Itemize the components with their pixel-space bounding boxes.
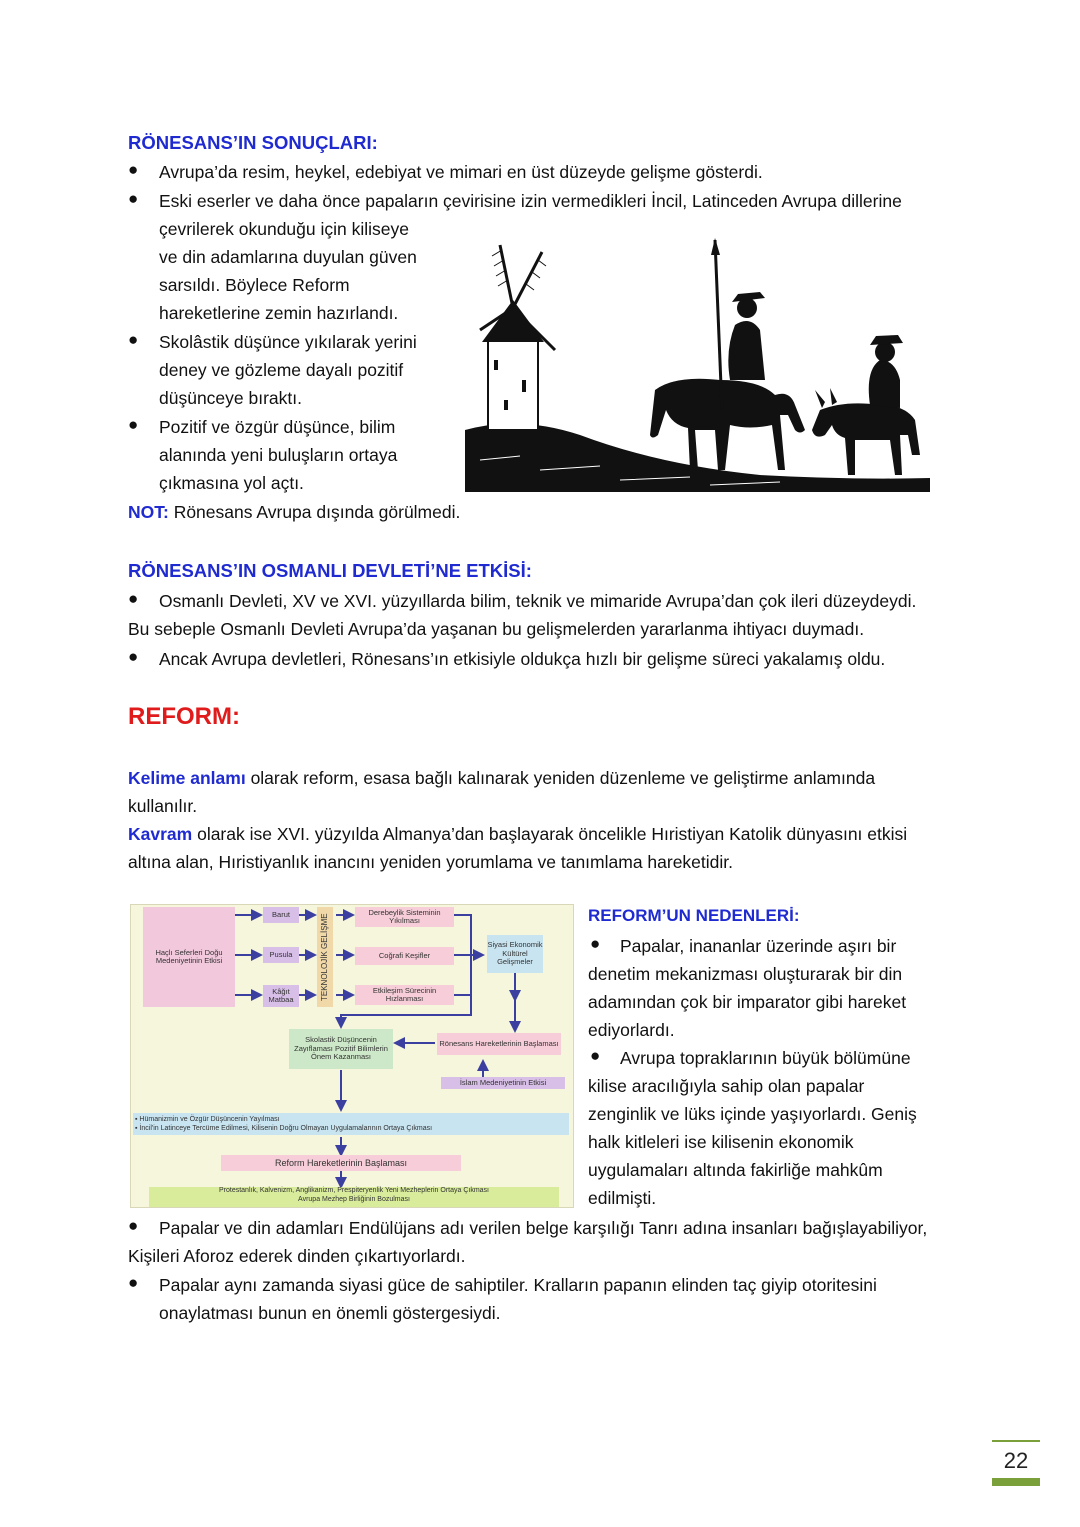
list-item-line: onaylatması bunun en önemli göstergesiydi. [159, 1303, 501, 1323]
list-item-line: Kişileri Aforoz ederek dinden çıkartıyorlardı. [128, 1246, 466, 1266]
list-item: Ancak Avrupa devletleri, Rönesans’ın etkisiyle oldukça hızlı bir gelişme süreci yakalamış oldu. [159, 649, 886, 669]
box-etkilesim: Etkileşim Sürecinin Hızlanması [355, 985, 454, 1005]
bullet-icon: ● [590, 1046, 601, 1065]
list-item-line: adamından çok bir imparator gibi hareket [588, 992, 907, 1012]
list-item-line: uygulamaları altında fakirliğe mahkûm [588, 1160, 883, 1180]
list-item-line: hareketlerine zemin hazırlandı. [159, 303, 399, 323]
list-item: Skolâstik düşünce yıkılarak yerini [159, 332, 417, 352]
paragraph-text: olarak reform, esasa bağlı kalınarak yeniden düzenleme ve geliştirme anlamında [245, 768, 876, 788]
page-number-top-rule [992, 1440, 1040, 1442]
list-item-line: ve din adamlarına duyulan güven [159, 247, 417, 267]
list-item-line: sarsıldı. Böylece Reform [159, 275, 350, 295]
list-item: Avrupa’da resim, heykel, edebiyat ve mimari en üst düzeyde gelişme gösterdi. [159, 162, 763, 182]
list-item-line: alanında yeni buluşların ortaya [159, 445, 398, 465]
humanizm-line: ▪ İncil'in Latinceye Tercüme Edilmesi, Kilisenin Doğru Olmayan Uygulamalarının Ortaya Çıkması [135, 1125, 433, 1132]
bullet-icon: ● [128, 415, 139, 434]
box-islam: İslam Medeniyetinin Etkisi [441, 1077, 565, 1089]
paragraph-text: olarak ise XVI. yüzyılda Almanya’dan başlayarak öncelikle Hıristiyan Katolik dünyasını etkisi [192, 824, 908, 844]
paragraph-kelime [128, 764, 875, 792]
list-item: Papalar aynı zamanda siyasi güce de sahiptiler. Kralların papanın elinden taç giyip otoritesini [159, 1275, 877, 1295]
reform-flowchart [130, 904, 574, 1208]
section-title-nedenler: REFORM’UN NEDENLERİ: [588, 906, 800, 925]
box-siyasi: Siyasi Ekonomik Kültürel Gelişmeler [487, 935, 543, 973]
note-text: Rönesans Avrupa dışında görülmedi. [168, 502, 461, 522]
page-number-bar [992, 1478, 1040, 1486]
list-item-line: denetim mekanizması oluşturarak bir din [588, 964, 903, 984]
bullet-icon: ● [128, 589, 139, 608]
list-item-line: çıkmasına yol açtı. [159, 473, 304, 493]
don-quixote-illustration [460, 230, 935, 495]
list-item-line: Avrupa topraklarının büyük bölümüne [620, 1048, 911, 1068]
list-item: Pozitif ve özgür düşünce, bilim [159, 417, 396, 437]
note [128, 498, 460, 526]
box-pusula: Pusula [263, 947, 299, 963]
bullet-icon: ● [128, 160, 139, 179]
note-label: NOT: [128, 502, 169, 522]
paragraph-line: kullanılır. [128, 796, 198, 816]
box-hacli: Haçlı Seferleri Doğu Medeniyetinin Etkisi [143, 907, 235, 1007]
list-item-line: edilmişti. [588, 1188, 657, 1208]
list-item: Eski eserler ve daha önce papaların çevirisine izin vermedikleri İncil, Latinceden Avrupa dillerine [159, 191, 902, 211]
paragraph-kavram [128, 820, 907, 848]
list-item: Papalar ve din adamları Endülüjans adı verilen belge karşılığı Tanrı adına insanları bağışlayabiliyor, [159, 1218, 928, 1238]
bullet-icon: ● [128, 189, 139, 208]
list-item-line: Bu sebeple Osmanlı Devleti Avrupa’da yaşanan bu gelişmelerden yararlanma ihtiyacı duymadı. [128, 619, 865, 639]
box-protestan [149, 1187, 559, 1207]
box-teknoloji: TEKNOLOJİK GELİŞME [317, 907, 333, 1007]
keyword: Kavram [128, 824, 193, 844]
keyword: Kelime anlamı [128, 768, 246, 788]
box-cografi: Coğrafi Keşifler [355, 947, 454, 965]
box-ronesans: Rönesans Hareketlerinin Başlaması [437, 1033, 561, 1055]
humanizm-line: ▪ Hümanizmin ve Özgür Düşüncenin Yayılması [135, 1116, 280, 1123]
page-number: 22 [1003, 1448, 1029, 1473]
list-item-line: Papalar, inananlar üzerinde aşırı bir [620, 936, 897, 956]
page-number-badge [992, 1440, 1040, 1486]
list-item-line: düşünceye bıraktı. [159, 388, 302, 408]
box-kagit: Kâğıt Matbaa [263, 985, 299, 1007]
list-item-line: zenginlik ve lüks içinde yaşıyorlardı. Geniş [588, 1104, 917, 1124]
paragraph-line: altına alan, Hıristiyanlık inancını yeniden yorumlama ve tanımlama hareketidir. [128, 852, 734, 872]
bullet-icon: ● [590, 934, 601, 953]
box-barut: Barut [263, 907, 299, 923]
bullet-icon: ● [128, 1216, 139, 1235]
box-skolastik: Skolastik Düşüncenin Zayıflaması Pozitif Bilimlerin Önem Kazanması [289, 1029, 393, 1069]
list-item-line: ediyorlardı. [588, 1020, 675, 1040]
box-reform-baslamasi: Reform Hareketlerinin Başlaması [221, 1155, 461, 1171]
box-derebeylik: Derebeylik Sisteminin Yıkılması [355, 907, 454, 927]
section-title-sonuclar: RÖNESANS’IN SONUÇLARI: [128, 132, 378, 153]
list-item-line: kilise aracılığıyla sahip olan papalar [588, 1076, 865, 1096]
list-item-line: halk kitleleri ise kilisenin ekonomik [588, 1132, 854, 1152]
list-item-line: deney ve gözleme dayalı pozitif [159, 360, 404, 380]
protestan-line: Avrupa Mezhep Birliğinin Bozulması [298, 1195, 410, 1203]
bullet-icon: ● [128, 647, 139, 666]
bullet-icon: ● [128, 1273, 139, 1292]
box-humanizm [133, 1113, 569, 1135]
section-title-osmanli: RÖNESANS’IN OSMANLI DEVLETİ’NE ETKİSİ: [128, 560, 532, 581]
list-item-line: çevrilerek okunduğu için kiliseye [159, 219, 409, 239]
bullet-icon: ● [128, 330, 139, 349]
list-item: Osmanlı Devleti, XV ve XVI. yüzyıllarda bilim, teknik ve mimaride Avrupa’dan çok ileri düzeydeydi. [159, 591, 917, 611]
protestan-line: Protestanlık, Kalvenizm, Anglikanizm, Prespiteryenlik Yeni Mezheplerin Ortaya Çıkması [218, 1187, 489, 1194]
section-title-reform: REFORM: [128, 703, 240, 730]
